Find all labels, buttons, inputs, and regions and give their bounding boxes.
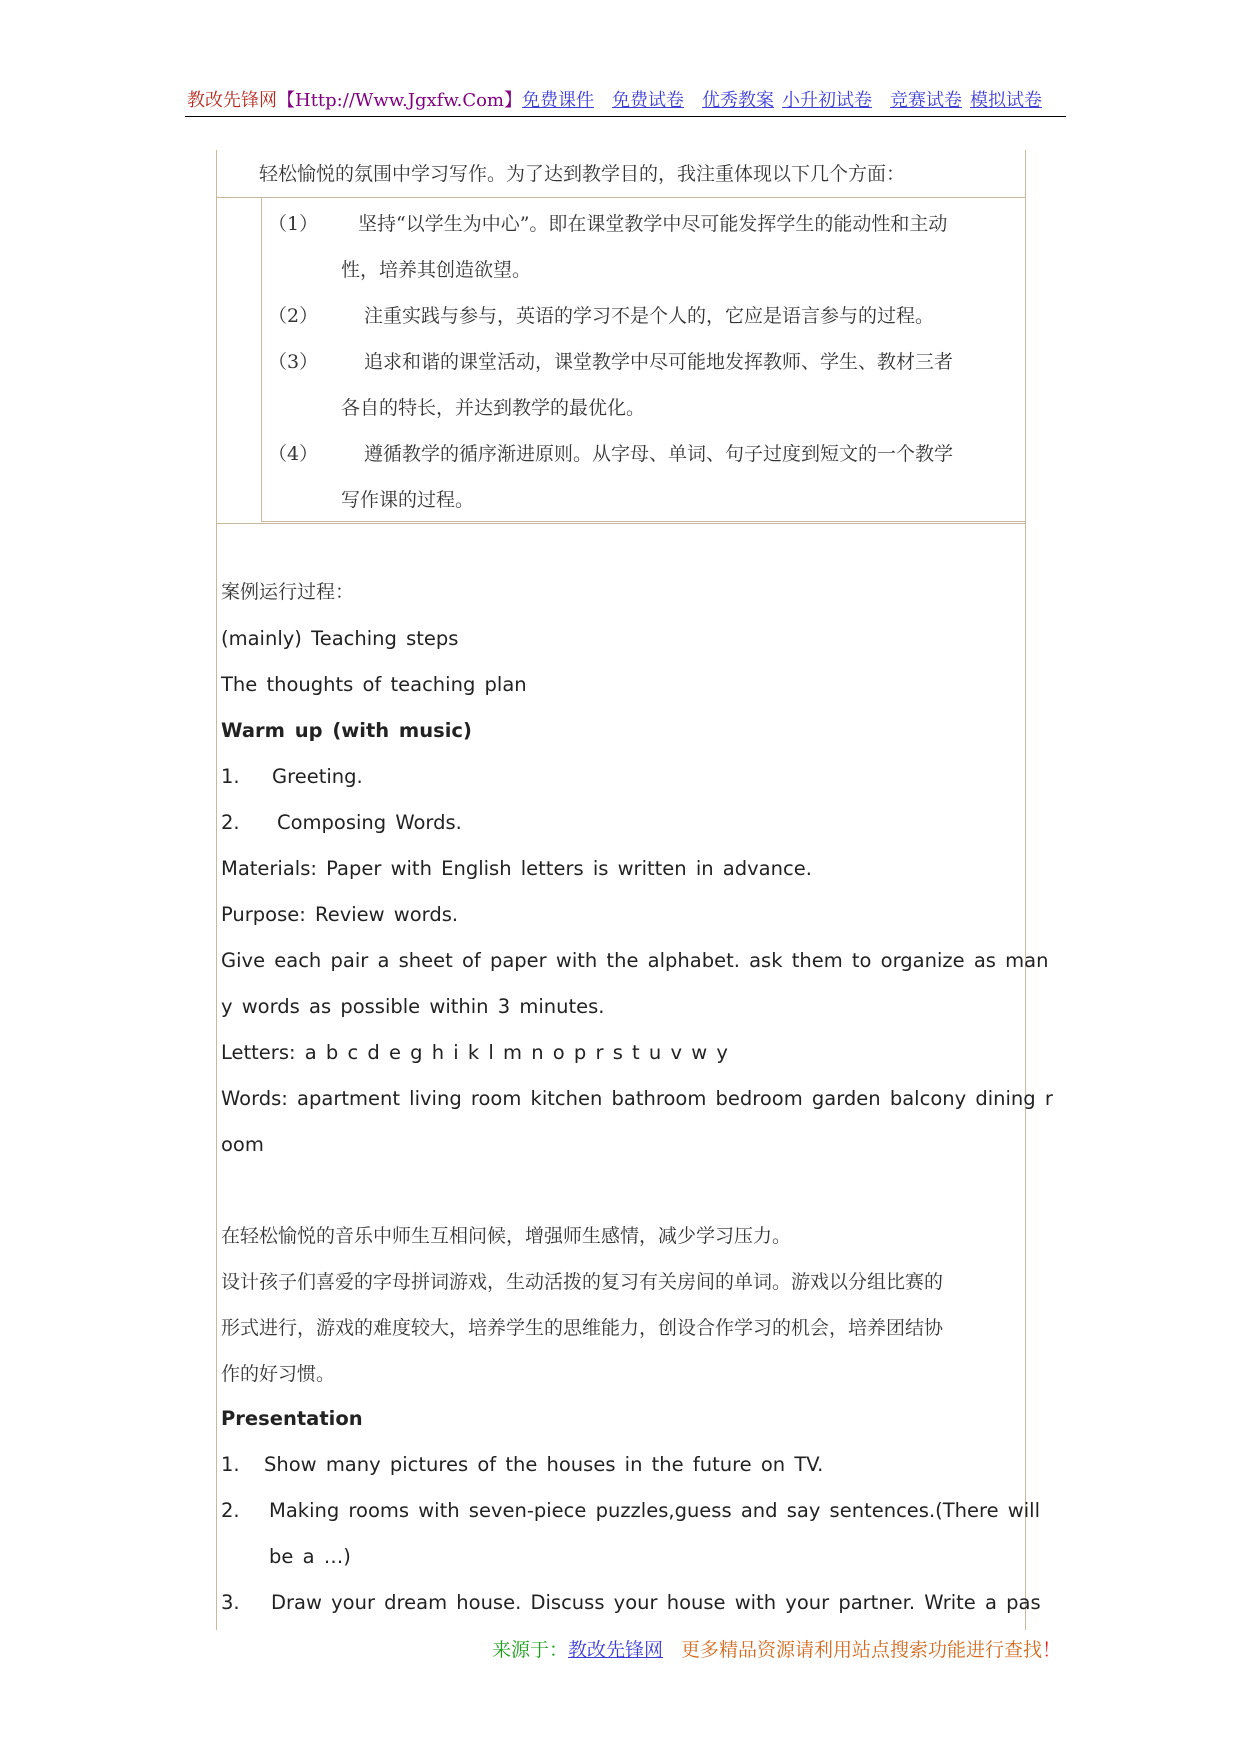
presentation-item-number: 1.: [221, 1453, 240, 1476]
link-free-exams[interactable]: 免费试卷: [612, 90, 685, 111]
point-number: （2）: [268, 305, 319, 327]
words-line: Words: apartment living room kitchen bathroom bedroom garden balcony dining r: [221, 1087, 1053, 1110]
letters-line: Letters: a b c d e g h i k l m n o p r s t u v w y: [221, 1041, 728, 1064]
presentation-item-text: Show many pictures of the houses in the future on TV.: [264, 1453, 824, 1476]
table-divider-section: [216, 523, 1026, 524]
thoughts-title: The thoughts of teaching plan: [221, 673, 527, 696]
link-lesson-plans[interactable]: 优秀教案: [702, 90, 775, 111]
presentation-item-text: Making rooms with seven-piece puzzles,guess and say sentences.(There will: [269, 1499, 1041, 1522]
intro-line: 轻松愉悦的氛围中学习写作。为了达到教学目的，我注重体现以下几个方面：: [259, 163, 906, 185]
case-title: 案例运行过程：: [221, 581, 355, 603]
warmup-item-number: 1.: [221, 765, 240, 788]
point-text: 坚持“以学生为中心”。即在课堂教学中尽可能发挥学生的能动性和主动: [358, 213, 948, 235]
point-text-continued: 写作课的过程。: [341, 489, 475, 511]
warmup-item-text: Composing Words.: [277, 811, 462, 834]
point-text: 注重实践与参与，英语的学习不是个人的，它应是语言参与的过程。: [364, 305, 935, 327]
presentation-item-number: 3.: [221, 1591, 240, 1614]
footer-tagline: 更多精品资源请利用站点搜索功能进行查找: [681, 1639, 1043, 1661]
point-text: 遵循教学的循序渐进原则。从字母、单词、句子过度到短文的一个教学: [364, 443, 954, 465]
presentation-title: Presentation: [221, 1407, 363, 1430]
give-line: Give each pair a sheet of paper with the alphabet. ask them to organize as man: [221, 949, 1049, 972]
nested-cell-left: [261, 197, 262, 522]
link-mock-exams[interactable]: 模拟试卷: [970, 90, 1043, 111]
warmup-title: Warm up (with music): [221, 719, 472, 742]
words-line-continued: oom: [221, 1133, 264, 1156]
link-entrance-exams[interactable]: 小升初试卷: [782, 90, 873, 111]
presentation-item-text-continued: be a …): [269, 1545, 351, 1568]
cn-paragraph-2-line-3: 作的好习惯。: [221, 1363, 336, 1385]
table-border-right: [1025, 150, 1026, 1630]
footer-source-label: 来源于：: [492, 1639, 569, 1661]
table-divider-top: [216, 197, 1026, 198]
cn-paragraph-1: 在轻松愉悦的音乐中师生互相问候，增强师生感情，减少学习压力。: [221, 1225, 792, 1247]
point-text: 追求和谐的课堂活动，课堂教学中尽可能地发挥教师、学生、教材三者: [364, 351, 954, 373]
link-free-courseware[interactable]: 免费课件: [522, 90, 595, 111]
point-text-continued: 性，培养其创造欲望。: [341, 259, 532, 281]
site-name: 教改先锋网: [187, 90, 277, 111]
presentation-item-text: Draw your dream house. Discuss your house with your partner. Write a pas: [271, 1591, 1041, 1614]
point-number: （3）: [268, 351, 319, 373]
page-footer: [492, 1636, 1061, 1664]
steps-title: (mainly) Teaching steps: [221, 627, 459, 650]
purpose-line: Purpose: Review words.: [221, 903, 459, 926]
site-url[interactable]: 【Http://Www.Jgxfw.Com】: [277, 90, 523, 111]
point-text-continued: 各自的特长，并达到教学的最优化。: [341, 397, 646, 419]
presentation-item-number: 2.: [221, 1499, 240, 1522]
page-header: [187, 88, 1063, 114]
point-number: （1）: [268, 213, 319, 235]
point-number: （4）: [268, 443, 319, 465]
warmup-item-text: Greeting.: [272, 765, 363, 788]
warmup-item-number: 2.: [221, 811, 240, 834]
footer-exclaim: ！: [1042, 1639, 1062, 1661]
link-contest-exams[interactable]: 竞赛试卷: [890, 90, 963, 111]
table-border-left: [216, 150, 217, 1630]
cn-paragraph-2-line-2: 形式进行，游戏的难度较大，培养学生的思维能力，创设合作学习的机会，培养团结协: [221, 1317, 944, 1339]
table-divider-nested-bottom: [261, 521, 1026, 522]
footer-source-link[interactable]: 教改先锋网: [568, 1639, 664, 1661]
header-divider: [185, 116, 1066, 117]
materials-line: Materials: Paper with English letters is written in advance.: [221, 857, 812, 880]
cn-paragraph-2: 设计孩子们喜爱的字母拼词游戏，生动活拨的复习有关房间的单词。游戏以分组比赛的: [221, 1271, 944, 1293]
give-line-continued: y words as possible within 3 minutes.: [221, 995, 605, 1018]
